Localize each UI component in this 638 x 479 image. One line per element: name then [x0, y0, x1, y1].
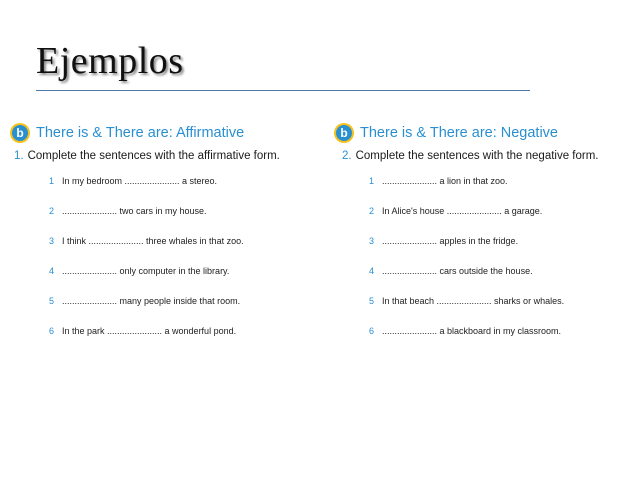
sentence-item	[332, 326, 632, 356]
affirmative-exercise-panel	[8, 120, 308, 356]
sentence-text: ...................... only computer in the library.	[62, 266, 230, 276]
sentence-number: 4	[368, 266, 374, 276]
exercise-header-title: There is & There are: Affirmative	[36, 125, 245, 141]
sentence-list	[332, 176, 632, 356]
sentence-text: In the park ...................... a wonderful pond.	[62, 326, 237, 336]
b-badge-letter: b	[12, 125, 28, 141]
exercise-instruction	[332, 150, 632, 162]
sentence-text: In Alice's house ...................... a garage.	[382, 206, 543, 216]
sentence-number: 2	[48, 206, 54, 216]
sentence-number: 1	[48, 176, 54, 186]
b-badge-icon	[334, 123, 354, 143]
sentence-item	[332, 176, 632, 206]
b-badge-icon	[10, 123, 30, 143]
sentence-item	[332, 266, 632, 296]
sentence-text: ...................... apples in the fridge.	[382, 236, 519, 246]
sentence-item	[8, 206, 308, 236]
sentence-item	[8, 236, 308, 266]
sentence-item	[8, 176, 308, 206]
negative-exercise-panel	[332, 120, 632, 356]
instruction-number: 2.	[342, 150, 352, 162]
sentence-number: 3	[48, 236, 54, 246]
exercise-header-title: There is & There are: Negative	[360, 125, 558, 141]
sentence-number: 4	[48, 266, 54, 276]
sentence-text: In my bedroom ...................... a stereo.	[62, 176, 218, 186]
exercise-instruction	[8, 150, 308, 162]
sentence-number: 6	[368, 326, 374, 336]
sentence-text: ...................... cars outside the house.	[382, 266, 533, 276]
sentence-item	[332, 236, 632, 266]
instruction-text: Complete the sentences with the affirmative form.	[27, 150, 280, 162]
sentence-text: ...................... two cars in my house.	[62, 206, 207, 216]
sentence-text: In that beach ...................... sharks or whales.	[382, 296, 565, 306]
sentence-item	[8, 326, 308, 356]
sentence-item	[332, 206, 632, 236]
sentence-list	[8, 176, 308, 356]
sentence-item	[332, 296, 632, 326]
sentence-number: 5	[48, 296, 54, 306]
sentence-number: 5	[368, 296, 374, 306]
slide-title: Ejemplos	[36, 40, 184, 82]
sentence-number: 6	[48, 326, 54, 336]
sentence-text: I think ...................... three whales in that zoo.	[62, 236, 244, 246]
sentence-text: ...................... many people inside that room.	[62, 296, 241, 306]
sentence-item	[8, 296, 308, 326]
sentence-text: ...................... a blackboard in my classroom.	[382, 326, 562, 336]
sentence-number: 2	[368, 206, 374, 216]
instruction-text: Complete the sentences with the negative form.	[355, 150, 599, 162]
sentence-number: 1	[368, 176, 374, 186]
exercise-header	[332, 120, 632, 146]
instruction-number: 1.	[14, 150, 24, 162]
b-badge-letter: b	[336, 125, 352, 141]
sentence-number: 3	[368, 236, 374, 246]
sentence-text: ...................... a lion in that zoo.	[382, 176, 508, 186]
exercise-header	[8, 120, 308, 146]
sentence-item	[8, 266, 308, 296]
title-divider	[36, 90, 530, 91]
